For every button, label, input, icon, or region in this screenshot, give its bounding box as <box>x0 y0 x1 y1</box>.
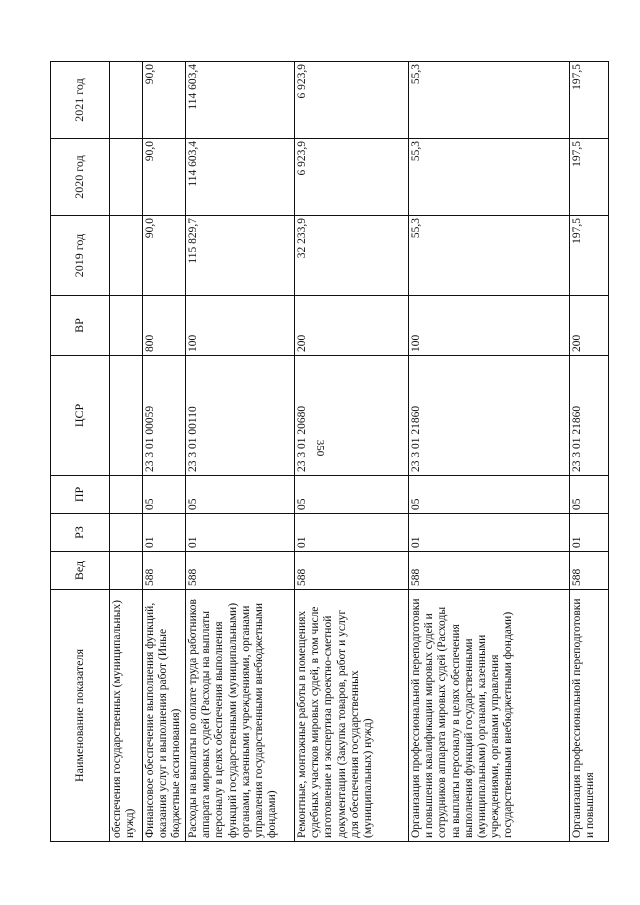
cell-pr: 05 <box>186 476 295 514</box>
header-rz: РЗ <box>51 514 110 552</box>
table-row <box>110 62 143 842</box>
cell-pr: 05 <box>409 476 570 514</box>
header-2021: 2021 год <box>51 62 110 139</box>
cell-pr: 05 <box>143 476 186 514</box>
table-row <box>570 62 609 842</box>
header-vr: ВР <box>51 296 110 356</box>
page-number: 350 <box>314 439 326 457</box>
cell-2019: 32 233,9 <box>295 216 409 296</box>
cell-csr: 23 3 01 21860 <box>409 356 570 476</box>
table-row <box>186 62 295 842</box>
cell-name: Финансовое обеспечение выполнения функций, оказания услуг и выполнения работ (Иные бюджетные ассигнования) <box>143 590 186 842</box>
cell-name: Организация профессиональной переподготовки и повышения квалификации мировых судей и сотрудников аппарата мировых судей (Расходы на выплаты персоналу в целях обеспечения выполнения функций государственными (муниципальными) органами, казенными учреждениями, органами управления государственными внебюджетными фондами) <box>409 590 570 842</box>
cell-vr: 200 <box>295 296 409 356</box>
cell-csr: 23 3 01 00110 <box>186 356 295 476</box>
cell-ved: 588 <box>570 552 609 590</box>
table-row <box>295 62 409 842</box>
rotated-table-container <box>50 62 597 842</box>
header-ved: Вед <box>51 552 110 590</box>
header-pr: ПР <box>51 476 110 514</box>
cell-ved: 588 <box>143 552 186 590</box>
cell-2019: 90,0 <box>143 216 186 296</box>
cell-2019: 197,5 <box>570 216 609 296</box>
cell-csr <box>110 356 143 476</box>
cell-vr: 100 <box>409 296 570 356</box>
table-row <box>409 62 570 842</box>
cell-2020: 114 603,4 <box>186 139 295 216</box>
cell-rz: 01 <box>570 514 609 552</box>
cell-2021: 114 603,4 <box>186 62 295 139</box>
cell-ved: 588 <box>295 552 409 590</box>
cell-rz <box>110 514 143 552</box>
cell-ved: 588 <box>186 552 295 590</box>
cell-csr: 23 3 01 00059 <box>143 356 186 476</box>
cell-ved: 588 <box>409 552 570 590</box>
table-header-row <box>51 62 110 842</box>
cell-2021: 197,5 <box>570 62 609 139</box>
cell-vr <box>110 296 143 356</box>
cell-rz: 01 <box>295 514 409 552</box>
cell-ved <box>110 552 143 590</box>
cell-name: Расходы на выплаты по оплате труда работников аппарата мировых судей (Расходы на выплаты персоналу в целях обеспечения выполнения функций государственными (муниципальными) органами, казенными учреждениями, органами управления государственными внебюджетными фондами) <box>186 590 295 842</box>
header-2019: 2019 год <box>51 216 110 296</box>
cell-2020 <box>110 139 143 216</box>
cell-2021: 55,3 <box>409 62 570 139</box>
cell-vr: 100 <box>186 296 295 356</box>
cell-2019: 115 829,7 <box>186 216 295 296</box>
cell-2021: 6 923,9 <box>295 62 409 139</box>
cell-name: обеспечения государственных (муниципальных) нужд) <box>110 590 143 842</box>
header-2020: 2020 год <box>51 139 110 216</box>
cell-csr: 23 3 01 21860 <box>570 356 609 476</box>
cell-vr: 200 <box>570 296 609 356</box>
cell-vr: 800 <box>143 296 186 356</box>
cell-pr: 05 <box>295 476 409 514</box>
cell-pr <box>110 476 143 514</box>
cell-csr: 23 3 01 20680 <box>295 356 409 476</box>
cell-2020: 6 923,9 <box>295 139 409 216</box>
cell-name: Организация профессиональной переподготовки и повышения <box>570 590 609 842</box>
budget-table <box>50 61 609 842</box>
cell-2019: 55,3 <box>409 216 570 296</box>
cell-2020: 90,0 <box>143 139 186 216</box>
header-name: Наименование показателя <box>51 590 110 842</box>
cell-2020: 197,5 <box>570 139 609 216</box>
cell-name: Ремонтные, монтажные работы в помещениях судебных участков мировых судей, в том числе изготовление и экспертиза проектно-сметной документации (Закупка товаров, работ и услуг для обеспечения государственных (муниципальных) нужд) <box>295 590 409 842</box>
cell-2020: 55,3 <box>409 139 570 216</box>
cell-rz: 01 <box>409 514 570 552</box>
table-row <box>143 62 186 842</box>
cell-rz: 01 <box>186 514 295 552</box>
cell-2021 <box>110 62 143 139</box>
cell-rz: 01 <box>143 514 186 552</box>
header-csr: ЦСР <box>51 356 110 476</box>
cell-pr: 05 <box>570 476 609 514</box>
cell-2021: 90,0 <box>143 62 186 139</box>
cell-2019 <box>110 216 143 296</box>
